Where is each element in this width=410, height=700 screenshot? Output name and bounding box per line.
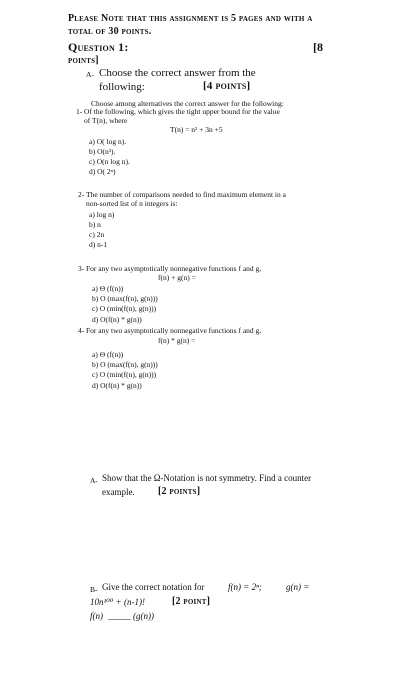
q4-option-c: c) O (min(f(n), g(n))) [92,370,157,379]
question-points-a: [8 [313,40,323,54]
q4-number: 4- [78,326,85,335]
q3-option-d: d) O(f(n) * g(n)) [92,315,142,324]
q4-formula: f(n) * g(n) = [158,336,196,345]
q2-option-d: d) n-1 [89,240,108,249]
q4-option-a: a) Θ (f(n)) [92,350,124,359]
q1-text-line1: Of the following, which gives the tight upper bound for the value [84,107,280,116]
section-c-expression: 10n¹⁰⁰ + (n-1)! [90,597,145,607]
section-c-blank-left: f(n) [90,611,103,621]
q2-text-line2: non-sorted list of n integers is: [86,199,178,208]
q2-option-c: c) 2n [89,230,105,239]
q1-option-d: d) O( 2ⁿ) [89,167,116,176]
q3-formula: f(n) + g(n) = [158,273,196,282]
q2-text-line1: The number of comparisons needed to find maximum element in a [86,190,286,199]
q1-option-a: a) O( log n). [89,137,127,146]
section-b-marker: A- [90,476,98,485]
q3-option-a: a) Θ (f(n)) [92,284,124,293]
question-points-b: points] [68,55,99,66]
q3-option-b: b) O (max(f(n), g(n))) [92,294,158,303]
assignment-note-line2: total of 30 points. [68,26,152,37]
q4-option-d: d) O(f(n) * g(n)) [92,381,142,390]
q4-text-line1: For any two asymptotically nonnegative functions f and g, [86,326,262,335]
section-a-line2: following: [99,81,145,93]
question-title: Question 1: [68,40,129,54]
section-c-gn: g(n) = [286,582,310,592]
q3-text-line1: For any two asymptotically nonnegative functions f and g, [86,264,262,273]
q2-option-a: a) log n) [89,210,115,219]
q4-option-b: b) O (max(f(n), g(n))) [92,360,158,369]
section-c-points: [2 point] [172,596,211,607]
q1-number: 1- [76,107,83,116]
q3-number: 3- [78,264,85,273]
q1-text-line2: of T(n), where [84,116,128,125]
section-b-points: [2 points] [158,486,201,497]
section-c-blank-right: (g(n)) [133,611,154,621]
assignment-note-line1: Please Note that this assignment is 5 pages and with a [68,13,313,24]
q1-option-c: c) O(n log n). [89,157,130,166]
q1-formula: T(n) = n² + 3n +5 [170,125,223,134]
section-c-fn: f(n) = 2ⁿ; [228,582,262,592]
section-a-instruction: Choose among alternatives the correct answer for the following: [91,99,284,108]
section-a-line1: Choose the correct answer from the [99,67,256,79]
q1-option-b: b) O(n³). [89,147,116,156]
section-c-marker: B- [90,585,98,594]
section-c-blank: _____ [108,611,131,621]
section-b-line1: Show that the Ω-Notation is not symmetry. Find a counter [102,473,312,483]
q2-option-b: b) n [89,220,101,229]
section-a-marker: A- [86,70,94,79]
section-b-line2: example. [102,487,135,497]
q3-option-c: c) O (min(f(n), g(n))) [92,304,157,313]
q2-number: 2- [78,190,85,199]
section-a-points: [4 points] [203,80,251,92]
section-c-line1: Give the correct notation for [102,582,205,592]
